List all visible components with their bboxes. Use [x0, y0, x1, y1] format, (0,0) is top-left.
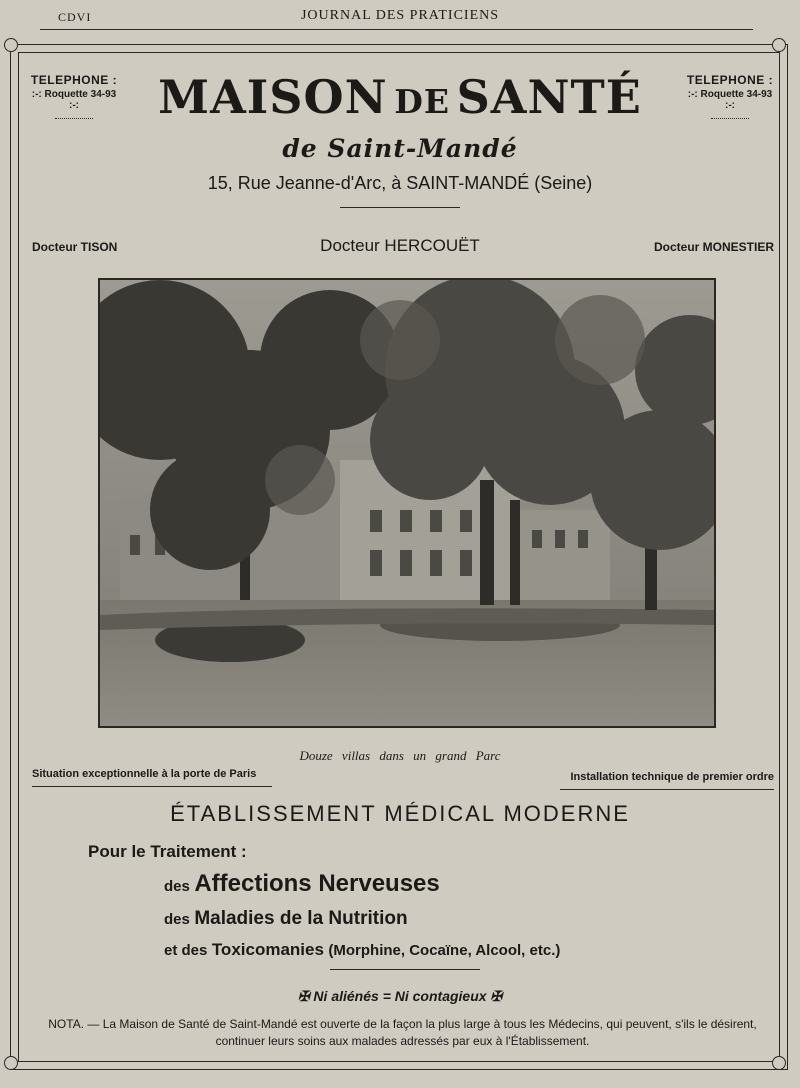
- treatment-prefix: des: [164, 878, 190, 895]
- telephone-label: TELEPHONE :: [30, 73, 118, 87]
- subtitle: de Saint-Mandé: [282, 134, 518, 163]
- treatment-nervous: [164, 870, 440, 898]
- doctor-hercouet: Docteur HERCOUËT: [320, 236, 480, 255]
- corner-ornament-icon: [4, 38, 18, 52]
- title-divider: [340, 207, 460, 208]
- treatment-detail: (Morphine, Cocaïne, Alcool, etc.): [328, 942, 561, 959]
- header-divider: [40, 29, 753, 30]
- telephone-number: :-: Roquette 34-93 :-:: [687, 89, 773, 111]
- installation-underline: [560, 789, 774, 790]
- corner-ornament-icon: [772, 1056, 786, 1070]
- nota-paragraph: NOTA. — La Maison de Santé de Saint-Mandé est ouverte de la façon la plus large à tous les Médecins, qui peuvent, s'ils le désirent, continuer leurs soins aux malades adressés par eux à l'Établissement.: [48, 1017, 757, 1048]
- page-number: CDVI: [58, 10, 92, 24]
- treatment-addictions: [164, 940, 560, 960]
- treatment-prefix: et des: [164, 942, 208, 959]
- title-word-de: DE: [394, 82, 450, 121]
- doctor-tison: Docteur TISON: [32, 240, 118, 254]
- treatment-name: Toxicomanies: [211, 940, 324, 959]
- park-photo-image: [100, 280, 714, 726]
- treatment-name: Affections Nerveuses: [194, 870, 440, 897]
- doctor-monestier: Docteur MONESTIER: [653, 240, 774, 254]
- establishment-heading: ÉTABLISSEMENT MÉDICAL MODERNE: [170, 801, 630, 826]
- telephone-label: TELEPHONE :: [686, 73, 774, 87]
- corner-ornament-icon: [4, 1056, 18, 1070]
- situation-note: Situation exceptionnelle à la porte de Paris: [32, 768, 257, 780]
- main-title: [0, 70, 800, 124]
- treatment-nutrition: [164, 908, 408, 930]
- corner-ornament-icon: [772, 38, 786, 52]
- address: 15, Rue Jeanne-d'Arc, à SAINT-MANDÉ (Seine): [207, 173, 593, 193]
- title-word-maison: MAISON: [158, 70, 388, 124]
- journal-title: JOURNAL DES PRATICIENS: [300, 8, 500, 23]
- installation-note: Installation technique de premier ordre: [570, 771, 774, 783]
- admission-note: ✠ Ni aliénés = Ni contagieux ✠: [297, 988, 503, 1004]
- photo-caption: Douze villas dans un grand Parc: [299, 748, 501, 763]
- situation-underline: [32, 786, 272, 787]
- title-word-sante: SANTÉ: [456, 70, 642, 124]
- treatment-name: Maladies de la Nutrition: [194, 908, 408, 929]
- treatment-prefix: des: [164, 911, 190, 928]
- body-divider: [330, 969, 480, 970]
- treatment-intro: Pour le Traitement :: [88, 842, 247, 861]
- park-photograph: [98, 278, 716, 728]
- telephone-number: :-: Roquette 34-93 :-:: [31, 89, 117, 111]
